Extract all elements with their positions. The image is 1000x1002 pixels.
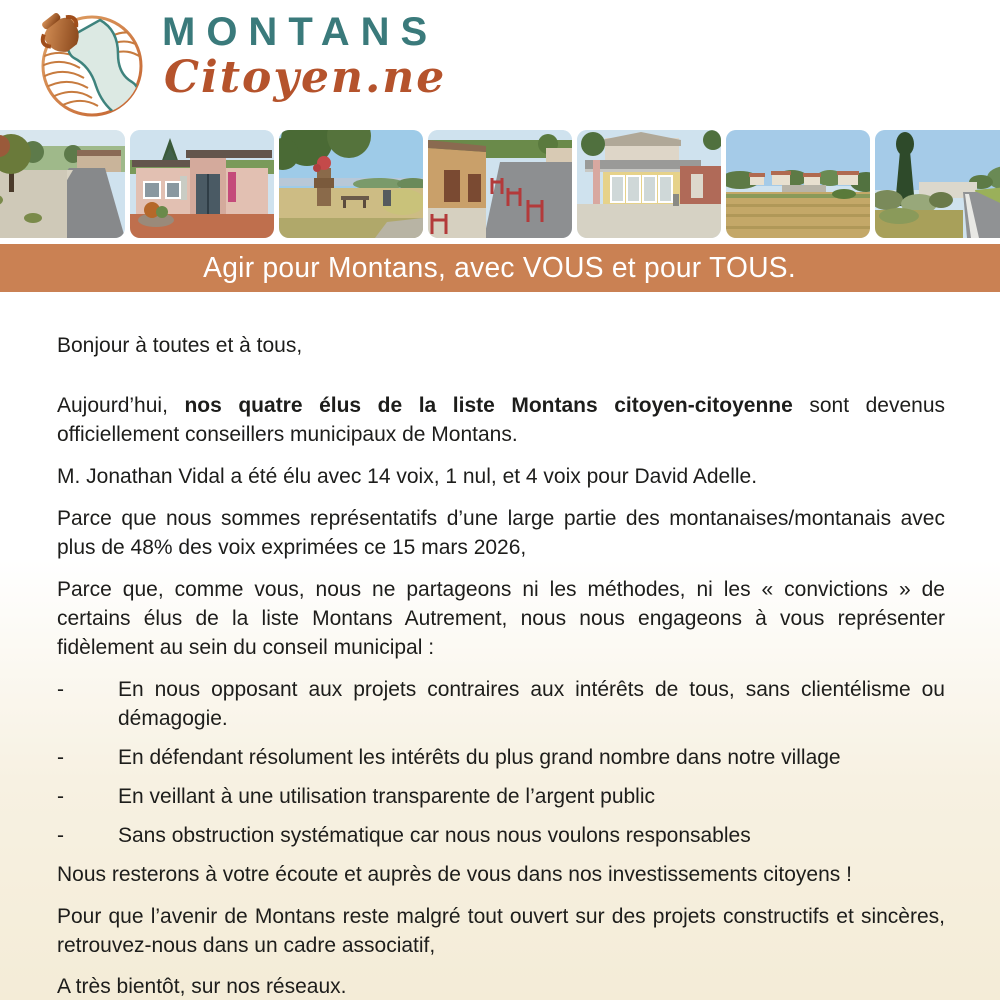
brand-logo-icon xyxy=(26,2,152,122)
photo-strip xyxy=(0,130,1000,242)
paragraph-listening: Nous resterons à votre écoute et auprès de vous dans nos investissements citoyens ! xyxy=(57,862,852,886)
paragraph-representative: Parce que nous sommes représentatifs d’une large partie des montanaises/montanais avec plus de 48% des voix exprimées ce 15 mars 2026, xyxy=(57,506,945,559)
bullet-text: En défendant résolument les intérêts du plus grand nombre dans notre village xyxy=(118,745,841,769)
slogan-banner xyxy=(0,244,1000,292)
brand-subname: Citoyen.ne xyxy=(164,52,447,103)
paragraph-closing: A très bientôt, sur nos réseaux. xyxy=(57,975,347,999)
paragraph-engagement: Parce que, comme vous, nous ne partageons ni les méthodes, ni les « convictions » de certains élus de la liste Montans Autrement, nous nous engageons à vous représenter fidèlement au sein du conseil municipal : xyxy=(57,577,945,659)
photo-school-courtyard xyxy=(577,130,721,238)
photo-street-barriers xyxy=(428,130,572,238)
paragraph-future: Pour que l’avenir de Montans reste malgré tout ouvert sur des projets constructifs et sincères, retrouvez-nous dans un cadre associatif, xyxy=(57,904,945,957)
slogan-text: Agir pour Montans, avec VOUS et pour TOUS. xyxy=(203,251,797,284)
photo-country-road xyxy=(875,130,1000,238)
header xyxy=(0,0,1000,130)
bullet-text: En nous opposant aux projets contraires aux intérêts de tous, sans clientélisme ou démagogie. xyxy=(118,677,945,730)
photo-village-street xyxy=(0,130,125,238)
bold-list-name: nos quatre élus de la liste Montans citoyen-citoyenne xyxy=(184,393,793,417)
bullet-dash: - xyxy=(57,745,64,769)
bullet-item xyxy=(57,676,945,734)
brand-text xyxy=(162,10,447,103)
bullet-list xyxy=(57,676,945,851)
letter-body xyxy=(0,292,1000,1002)
bullet-item xyxy=(57,744,945,773)
bullet-item xyxy=(57,783,945,812)
bullet-text: En veillant à une utilisation transparente de l’argent public xyxy=(118,784,656,808)
bullet-dash: - xyxy=(57,784,64,808)
photo-park-sculpture xyxy=(279,130,423,238)
paragraph-elected: Aujourd’hui, nos quatre élus de la liste Montans citoyen-citoyenne sont devenus officiellement conseillers municipaux de Montans. xyxy=(57,393,945,446)
brand-name: MONTANS xyxy=(162,10,439,54)
bullet-item xyxy=(57,822,945,851)
paragraph-vote-result: M. Jonathan Vidal a été élu avec 14 voix, 1 nul, et 4 voix pour David Adelle. xyxy=(57,464,758,488)
bullet-dash: - xyxy=(57,823,64,847)
bullet-dash: - xyxy=(57,677,64,701)
bullet-text: Sans obstruction systématique car nous nous voulons responsables xyxy=(118,823,751,847)
photo-field-village xyxy=(726,130,870,238)
greeting: Bonjour à toutes et à tous, xyxy=(57,334,303,357)
photo-museum-entrance xyxy=(130,130,274,238)
